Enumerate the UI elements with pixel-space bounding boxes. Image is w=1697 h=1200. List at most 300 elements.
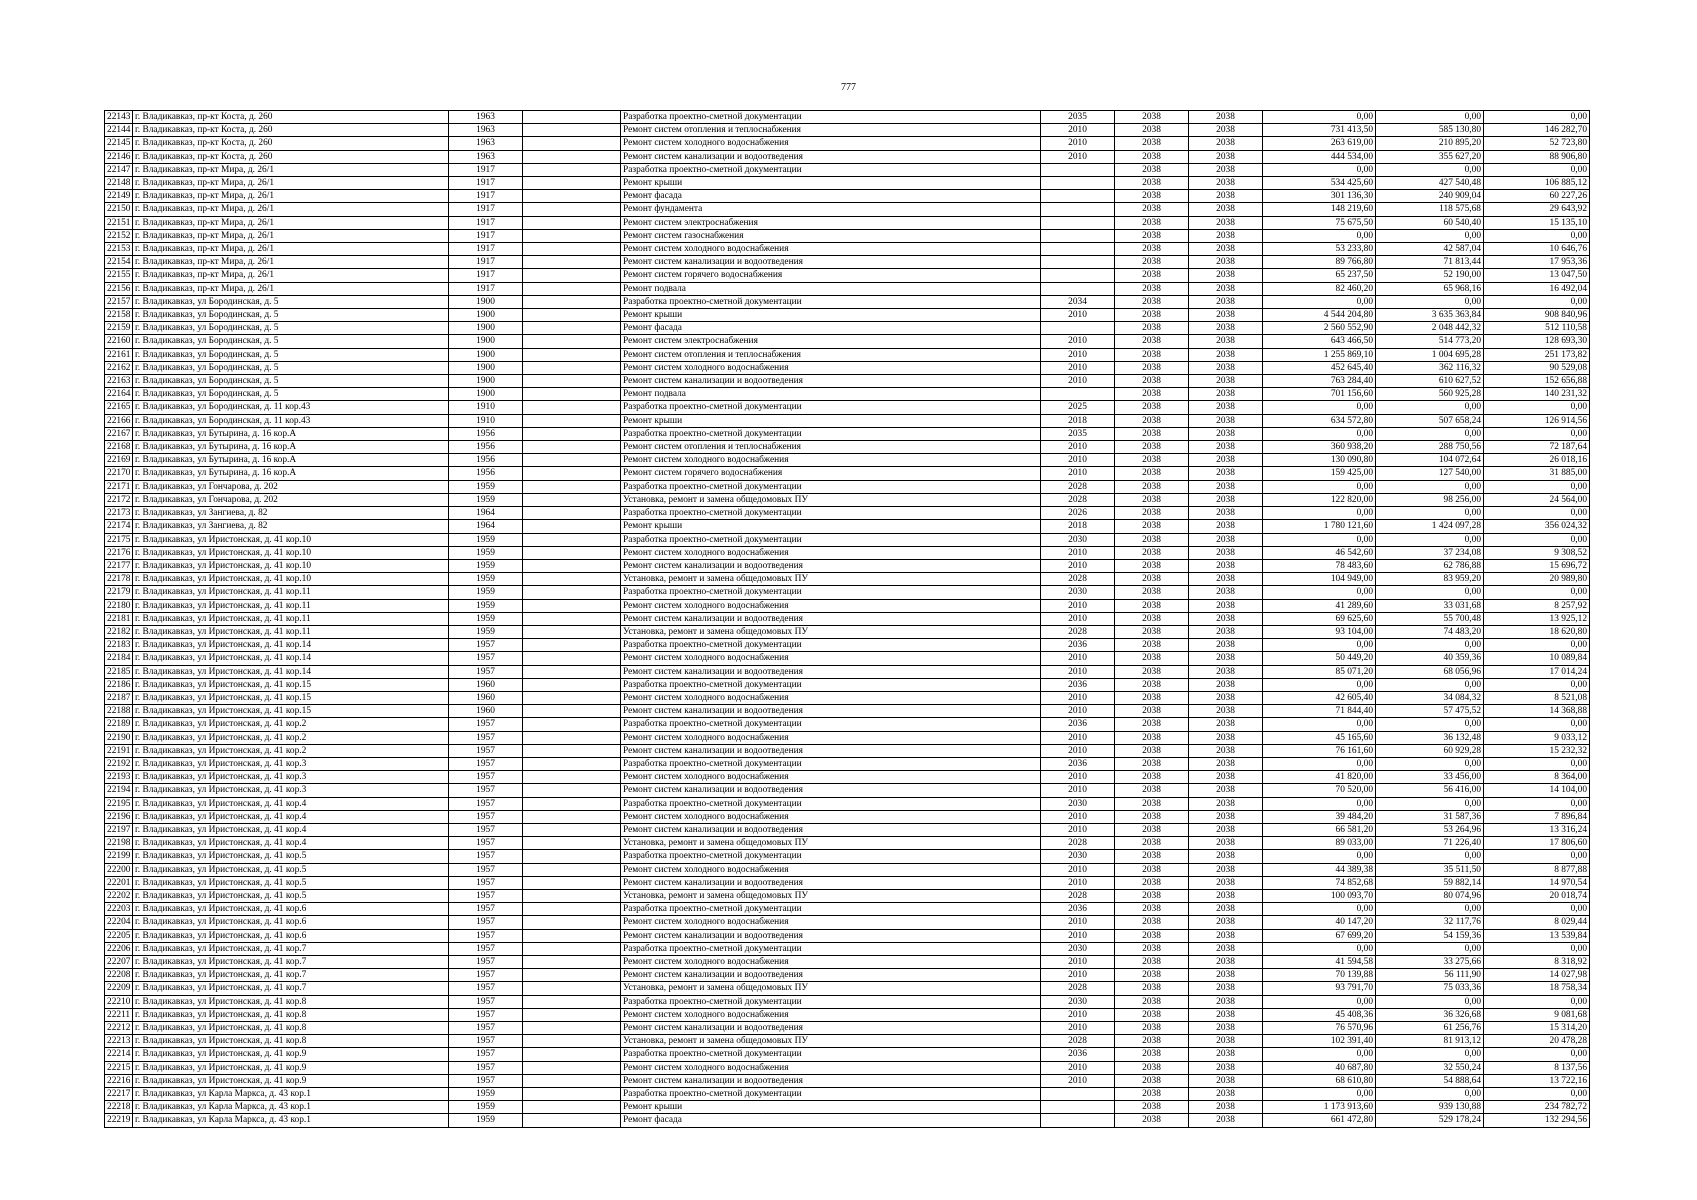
fund-cost-cell: 80 074,96 (1376, 889, 1484, 902)
table-row (105, 361, 1590, 374)
total-cost-cell: 122 820,00 (1263, 493, 1376, 506)
fund-cost-cell: 104 072,64 (1376, 454, 1484, 467)
extra-cell (523, 889, 621, 902)
table-row (105, 1088, 1590, 1101)
address-cell: г. Владикавказ, ул Иристонская, д. 41 кор.3 (133, 784, 449, 797)
total-cost-cell: 74 852,68 (1263, 876, 1376, 889)
build-year-cell: 1900 (449, 295, 523, 308)
work-type-cell: Ремонт систем канализации и водоотведения (621, 929, 1041, 942)
plan-end-year-cell: 2038 (1189, 441, 1263, 454)
address-cell: г. Владикавказ, ул Иристонская, д. 41 кор.14 (133, 665, 449, 678)
plan-end-year-cell: 2038 (1189, 639, 1263, 652)
address-cell: г. Владикавказ, ул Иристонская, д. 41 кор.9 (133, 1048, 449, 1061)
table-row (105, 163, 1590, 176)
plan-start-year-cell: 2038 (1115, 190, 1189, 203)
extra-cell (523, 520, 621, 533)
fund-cost-cell: 74 483,20 (1376, 625, 1484, 638)
table-row (105, 203, 1590, 216)
row-number: 22149 (105, 190, 133, 203)
address-cell: г. Владикавказ, ул Гончарова, д. 202 (133, 493, 449, 506)
last-repair-year-cell: 2010 (1041, 705, 1115, 718)
fund-cost-cell: 210 895,20 (1376, 137, 1484, 150)
build-year-cell: 1957 (449, 982, 523, 995)
row-number: 22150 (105, 203, 133, 216)
plan-start-year-cell: 2038 (1115, 507, 1189, 520)
build-year-cell: 1960 (449, 691, 523, 704)
build-year-cell: 1957 (449, 797, 523, 810)
fund-cost-cell: 0,00 (1376, 111, 1484, 124)
work-type-cell: Ремонт фундамента (621, 203, 1041, 216)
fund-cost-cell: 529 178,24 (1376, 1114, 1484, 1127)
address-cell: г. Владикавказ, ул Иристонская, д. 41 кор.11 (133, 586, 449, 599)
plan-start-year-cell: 2038 (1115, 1022, 1189, 1035)
build-year-cell: 1956 (449, 454, 523, 467)
table-row (105, 546, 1590, 559)
extra-cell (523, 256, 621, 269)
build-year-cell: 1957 (449, 665, 523, 678)
fund-cost-cell: 36 326,68 (1376, 1008, 1484, 1021)
work-type-cell: Ремонт систем холодного водоснабжения (621, 599, 1041, 612)
last-repair-year-cell: 2010 (1041, 335, 1115, 348)
plan-start-year-cell: 2038 (1115, 691, 1189, 704)
extra-cell (523, 995, 621, 1008)
work-type-cell: Ремонт крыши (621, 1101, 1041, 1114)
address-cell: г. Владикавказ, ул Иристонская, д. 41 кор.2 (133, 731, 449, 744)
total-cost-cell: 89 033,00 (1263, 837, 1376, 850)
build-year-cell: 1963 (449, 111, 523, 124)
table-row (105, 1061, 1590, 1074)
fund-cost-cell: 37 234,08 (1376, 546, 1484, 559)
build-year-cell: 1957 (449, 652, 523, 665)
work-type-cell: Разработка проектно-сметной документации (621, 427, 1041, 440)
plan-end-year-cell: 2038 (1189, 625, 1263, 638)
plan-end-year-cell: 2038 (1189, 612, 1263, 625)
row-number: 22196 (105, 810, 133, 823)
table-row (105, 467, 1590, 480)
last-repair-year-cell: 2010 (1041, 1061, 1115, 1074)
owner-cost-cell: 152 656,88 (1484, 375, 1590, 388)
fund-cost-cell: 514 773,20 (1376, 335, 1484, 348)
row-number: 22184 (105, 652, 133, 665)
build-year-cell: 1900 (449, 335, 523, 348)
build-year-cell: 1959 (449, 573, 523, 586)
build-year-cell: 1959 (449, 480, 523, 493)
plan-end-year-cell: 2038 (1189, 361, 1263, 374)
last-repair-year-cell: 2010 (1041, 916, 1115, 929)
plan-end-year-cell: 2038 (1189, 190, 1263, 203)
table-row (105, 784, 1590, 797)
address-cell: г. Владикавказ, ул Иристонская, д. 41 кор.5 (133, 863, 449, 876)
extra-cell (523, 269, 621, 282)
row-number: 22176 (105, 546, 133, 559)
owner-cost-cell: 10 646,76 (1484, 243, 1590, 256)
last-repair-year-cell (1041, 388, 1115, 401)
row-number: 22195 (105, 797, 133, 810)
table-row (105, 1022, 1590, 1035)
last-repair-year-cell: 2028 (1041, 480, 1115, 493)
build-year-cell: 1957 (449, 1022, 523, 1035)
extra-cell (523, 771, 621, 784)
extra-cell (523, 414, 621, 427)
owner-cost-cell: 20 989,80 (1484, 573, 1590, 586)
row-number: 22204 (105, 916, 133, 929)
fund-cost-cell: 1 004 695,28 (1376, 348, 1484, 361)
address-cell: г. Владикавказ, ул Иристонская, д. 41 кор.6 (133, 929, 449, 942)
address-cell: г. Владикавказ, ул Иристонская, д. 41 кор.11 (133, 625, 449, 638)
build-year-cell: 1957 (449, 784, 523, 797)
extra-cell (523, 625, 621, 638)
work-type-cell: Разработка проектно-сметной документации (621, 111, 1041, 124)
fund-cost-cell: 3 635 363,84 (1376, 309, 1484, 322)
plan-start-year-cell: 2038 (1115, 863, 1189, 876)
table-row (105, 929, 1590, 942)
address-cell: г. Владикавказ, ул Иристонская, д. 41 кор.10 (133, 533, 449, 546)
last-repair-year-cell: 2010 (1041, 467, 1115, 480)
extra-cell (523, 163, 621, 176)
total-cost-cell: 301 136,30 (1263, 190, 1376, 203)
extra-cell (523, 150, 621, 163)
last-repair-year-cell: 2010 (1041, 1008, 1115, 1021)
address-cell: г. Владикавказ, ул Иристонская, д. 41 кор.8 (133, 995, 449, 1008)
plan-start-year-cell: 2038 (1115, 889, 1189, 902)
extra-cell (523, 546, 621, 559)
total-cost-cell: 2 560 552,90 (1263, 322, 1376, 335)
work-type-cell: Ремонт систем холодного водоснабжения (621, 691, 1041, 704)
owner-cost-cell: 0,00 (1484, 639, 1590, 652)
address-cell: г. Владикавказ, ул Иристонская, д. 41 кор.10 (133, 559, 449, 572)
owner-cost-cell: 9 308,52 (1484, 546, 1590, 559)
build-year-cell: 1957 (449, 810, 523, 823)
fund-cost-cell: 68 056,96 (1376, 665, 1484, 678)
address-cell: г. Владикавказ, пр-кт Мира, д. 26/1 (133, 269, 449, 282)
last-repair-year-cell (1041, 229, 1115, 242)
plan-start-year-cell: 2038 (1115, 1061, 1189, 1074)
last-repair-year-cell: 2010 (1041, 124, 1115, 137)
build-year-cell: 1959 (449, 599, 523, 612)
plan-start-year-cell: 2038 (1115, 229, 1189, 242)
total-cost-cell: 41 820,00 (1263, 771, 1376, 784)
row-number: 22186 (105, 678, 133, 691)
total-cost-cell: 130 090,80 (1263, 454, 1376, 467)
row-number: 22167 (105, 427, 133, 440)
fund-cost-cell: 0,00 (1376, 850, 1484, 863)
row-number: 22154 (105, 256, 133, 269)
table-row (105, 903, 1590, 916)
table-row (105, 718, 1590, 731)
row-number: 22162 (105, 361, 133, 374)
plan-end-year-cell: 2038 (1189, 665, 1263, 678)
plan-end-year-cell: 2038 (1189, 546, 1263, 559)
last-repair-year-cell: 2010 (1041, 375, 1115, 388)
row-number: 22156 (105, 282, 133, 295)
fund-cost-cell: 60 540,40 (1376, 216, 1484, 229)
address-cell: г. Владикавказ, ул Бутырина, д. 16 кор.А (133, 454, 449, 467)
address-cell: г. Владикавказ, пр-кт Коста, д. 260 (133, 150, 449, 163)
owner-cost-cell: 17 806,60 (1484, 837, 1590, 850)
plan-end-year-cell: 2038 (1189, 995, 1263, 1008)
work-type-cell: Ремонт систем холодного водоснабжения (621, 810, 1041, 823)
extra-cell (523, 1008, 621, 1021)
work-type-cell: Ремонт систем канализации и водоотведения (621, 256, 1041, 269)
address-cell: г. Владикавказ, ул Бородинская, д. 5 (133, 348, 449, 361)
address-cell: г. Владикавказ, ул Зангиева, д. 82 (133, 520, 449, 533)
address-cell: г. Владикавказ, ул Бородинская, д. 5 (133, 388, 449, 401)
last-repair-year-cell: 2010 (1041, 599, 1115, 612)
table-row (105, 705, 1590, 718)
table-row (105, 876, 1590, 889)
plan-end-year-cell: 2038 (1189, 520, 1263, 533)
total-cost-cell: 70 520,00 (1263, 784, 1376, 797)
table-row (105, 916, 1590, 929)
extra-cell (523, 388, 621, 401)
fund-cost-cell: 0,00 (1376, 1088, 1484, 1101)
table-row (105, 375, 1590, 388)
owner-cost-cell: 0,00 (1484, 942, 1590, 955)
work-type-cell: Установка, ремонт и замена общедомовых ПУ (621, 625, 1041, 638)
owner-cost-cell: 14 368,88 (1484, 705, 1590, 718)
plan-start-year-cell: 2038 (1115, 177, 1189, 190)
table-row (105, 1074, 1590, 1087)
total-cost-cell: 643 466,50 (1263, 335, 1376, 348)
extra-cell (523, 111, 621, 124)
extra-cell (523, 493, 621, 506)
last-repair-year-cell: 2010 (1041, 454, 1115, 467)
last-repair-year-cell: 2010 (1041, 665, 1115, 678)
plan-end-year-cell: 2038 (1189, 691, 1263, 704)
address-cell: г. Владикавказ, ул Иристонская, д. 41 кор.2 (133, 744, 449, 757)
plan-start-year-cell: 2038 (1115, 295, 1189, 308)
table-row (105, 309, 1590, 322)
plan-start-year-cell: 2038 (1115, 969, 1189, 982)
table-row (105, 956, 1590, 969)
total-cost-cell: 1 173 913,60 (1263, 1101, 1376, 1114)
total-cost-cell: 0,00 (1263, 163, 1376, 176)
row-number: 22213 (105, 1035, 133, 1048)
row-number: 22171 (105, 480, 133, 493)
fund-cost-cell: 0,00 (1376, 678, 1484, 691)
total-cost-cell: 0,00 (1263, 533, 1376, 546)
owner-cost-cell: 10 089,84 (1484, 652, 1590, 665)
extra-cell (523, 876, 621, 889)
owner-cost-cell: 234 782,72 (1484, 1101, 1590, 1114)
fund-cost-cell: 32 550,24 (1376, 1061, 1484, 1074)
extra-cell (523, 956, 621, 969)
owner-cost-cell: 13 722,16 (1484, 1074, 1590, 1087)
work-type-cell: Ремонт крыши (621, 177, 1041, 190)
work-type-cell: Разработка проектно-сметной документации (621, 507, 1041, 520)
address-cell: г. Владикавказ, ул Иристонская, д. 41 кор.8 (133, 1008, 449, 1021)
row-number: 22155 (105, 269, 133, 282)
table-row (105, 863, 1590, 876)
last-repair-year-cell: 2036 (1041, 678, 1115, 691)
work-type-cell: Разработка проектно-сметной документации (621, 718, 1041, 731)
owner-cost-cell: 146 282,70 (1484, 124, 1590, 137)
last-repair-year-cell: 2034 (1041, 295, 1115, 308)
total-cost-cell: 50 449,20 (1263, 652, 1376, 665)
table-row (105, 771, 1590, 784)
total-cost-cell: 93 791,70 (1263, 982, 1376, 995)
extra-cell (523, 401, 621, 414)
extra-cell (523, 361, 621, 374)
work-type-cell: Ремонт систем холодного водоснабжения (621, 652, 1041, 665)
build-year-cell: 1959 (449, 533, 523, 546)
build-year-cell: 1917 (449, 229, 523, 242)
total-cost-cell: 82 460,20 (1263, 282, 1376, 295)
plan-end-year-cell: 2038 (1189, 942, 1263, 955)
plan-end-year-cell: 2038 (1189, 177, 1263, 190)
extra-cell (523, 322, 621, 335)
plan-end-year-cell: 2038 (1189, 797, 1263, 810)
table-row (105, 995, 1590, 1008)
table-row (105, 612, 1590, 625)
build-year-cell: 1910 (449, 414, 523, 427)
work-type-cell: Ремонт систем канализации и водоотведения (621, 784, 1041, 797)
build-year-cell: 1957 (449, 718, 523, 731)
last-repair-year-cell (1041, 243, 1115, 256)
extra-cell (523, 559, 621, 572)
plan-start-year-cell: 2038 (1115, 757, 1189, 770)
address-cell: г. Владикавказ, ул Иристонская, д. 41 кор.6 (133, 903, 449, 916)
table-row (105, 1101, 1590, 1114)
total-cost-cell: 4 544 204,80 (1263, 309, 1376, 322)
plan-end-year-cell: 2038 (1189, 335, 1263, 348)
work-type-cell: Установка, ремонт и замена общедомовых ПУ (621, 573, 1041, 586)
address-cell: г. Владикавказ, пр-кт Мира, д. 26/1 (133, 256, 449, 269)
build-year-cell: 1956 (449, 427, 523, 440)
table-body (105, 111, 1590, 1128)
row-number: 22219 (105, 1114, 133, 1127)
plan-end-year-cell: 2038 (1189, 216, 1263, 229)
last-repair-year-cell: 2025 (1041, 401, 1115, 414)
last-repair-year-cell: 2030 (1041, 942, 1115, 955)
row-number: 22178 (105, 573, 133, 586)
plan-start-year-cell: 2038 (1115, 744, 1189, 757)
plan-end-year-cell: 2038 (1189, 559, 1263, 572)
row-number: 22203 (105, 903, 133, 916)
extra-cell (523, 612, 621, 625)
row-number: 22202 (105, 889, 133, 902)
owner-cost-cell: 0,00 (1484, 111, 1590, 124)
address-cell: г. Владикавказ, ул Иристонская, д. 41 кор.3 (133, 757, 449, 770)
address-cell: г. Владикавказ, ул Иристонская, д. 41 кор.4 (133, 810, 449, 823)
table-row (105, 982, 1590, 995)
address-cell: г. Владикавказ, ул Иристонская, д. 41 кор.4 (133, 837, 449, 850)
fund-cost-cell: 427 540,48 (1376, 177, 1484, 190)
table-row (105, 837, 1590, 850)
work-type-cell: Ремонт систем холодного водоснабжения (621, 546, 1041, 559)
plan-end-year-cell: 2038 (1189, 823, 1263, 836)
plan-start-year-cell: 2038 (1115, 837, 1189, 850)
last-repair-year-cell (1041, 322, 1115, 335)
plan-start-year-cell: 2038 (1115, 282, 1189, 295)
total-cost-cell: 0,00 (1263, 942, 1376, 955)
row-number: 22146 (105, 150, 133, 163)
fund-cost-cell: 355 627,20 (1376, 150, 1484, 163)
fund-cost-cell: 62 786,88 (1376, 559, 1484, 572)
owner-cost-cell: 13 539,84 (1484, 929, 1590, 942)
plan-start-year-cell: 2038 (1115, 876, 1189, 889)
row-number: 22165 (105, 401, 133, 414)
fund-cost-cell: 507 658,24 (1376, 414, 1484, 427)
plan-end-year-cell: 2038 (1189, 137, 1263, 150)
fund-cost-cell: 98 256,00 (1376, 493, 1484, 506)
last-repair-year-cell: 2010 (1041, 744, 1115, 757)
row-number: 22180 (105, 599, 133, 612)
extra-cell (523, 427, 621, 440)
extra-cell (523, 203, 621, 216)
row-number: 22198 (105, 837, 133, 850)
plan-start-year-cell: 2038 (1115, 414, 1189, 427)
row-number: 22157 (105, 295, 133, 308)
work-type-cell: Ремонт систем холодного водоснабжения (621, 137, 1041, 150)
owner-cost-cell: 17 014,24 (1484, 665, 1590, 678)
plan-start-year-cell: 2038 (1115, 625, 1189, 638)
plan-start-year-cell: 2038 (1115, 137, 1189, 150)
last-repair-year-cell (1041, 163, 1115, 176)
table-row (105, 639, 1590, 652)
address-cell: г. Владикавказ, ул Бородинская, д. 11 кор.43 (133, 414, 449, 427)
fund-cost-cell: 60 929,28 (1376, 744, 1484, 757)
plan-end-year-cell: 2038 (1189, 652, 1263, 665)
plan-end-year-cell: 2038 (1189, 757, 1263, 770)
plan-start-year-cell: 2038 (1115, 784, 1189, 797)
total-cost-cell: 70 139,88 (1263, 969, 1376, 982)
address-cell: г. Владикавказ, ул Иристонская, д. 41 кор.7 (133, 942, 449, 955)
row-number: 22190 (105, 731, 133, 744)
table-row (105, 427, 1590, 440)
row-number: 22175 (105, 533, 133, 546)
extra-cell (523, 480, 621, 493)
plan-start-year-cell: 2038 (1115, 995, 1189, 1008)
plan-end-year-cell: 2038 (1189, 243, 1263, 256)
plan-start-year-cell: 2038 (1115, 559, 1189, 572)
row-number: 22192 (105, 757, 133, 770)
plan-end-year-cell: 2038 (1189, 414, 1263, 427)
last-repair-year-cell: 2010 (1041, 863, 1115, 876)
owner-cost-cell: 9 033,12 (1484, 731, 1590, 744)
plan-end-year-cell: 2038 (1189, 599, 1263, 612)
build-year-cell: 1957 (449, 876, 523, 889)
total-cost-cell: 0,00 (1263, 229, 1376, 242)
extra-cell (523, 335, 621, 348)
capital-repair-table (104, 110, 1590, 1128)
table-row (105, 493, 1590, 506)
fund-cost-cell: 52 190,00 (1376, 269, 1484, 282)
table-row (105, 414, 1590, 427)
build-year-cell: 1900 (449, 322, 523, 335)
total-cost-cell: 66 581,20 (1263, 823, 1376, 836)
extra-cell (523, 810, 621, 823)
owner-cost-cell: 7 896,84 (1484, 810, 1590, 823)
fund-cost-cell: 56 111,90 (1376, 969, 1484, 982)
work-type-cell: Ремонт систем канализации и водоотведения (621, 1074, 1041, 1087)
fund-cost-cell: 118 575,68 (1376, 203, 1484, 216)
last-repair-year-cell: 2036 (1041, 757, 1115, 770)
total-cost-cell: 763 284,40 (1263, 375, 1376, 388)
extra-cell (523, 586, 621, 599)
plan-start-year-cell: 2038 (1115, 652, 1189, 665)
row-number: 22170 (105, 467, 133, 480)
fund-cost-cell: 1 424 097,28 (1376, 520, 1484, 533)
total-cost-cell: 40 687,80 (1263, 1061, 1376, 1074)
last-repair-year-cell: 2010 (1041, 1022, 1115, 1035)
last-repair-year-cell: 2028 (1041, 837, 1115, 850)
plan-end-year-cell: 2038 (1189, 401, 1263, 414)
owner-cost-cell: 16 492,04 (1484, 282, 1590, 295)
address-cell: г. Владикавказ, пр-кт Мира, д. 26/1 (133, 282, 449, 295)
plan-end-year-cell: 2038 (1189, 916, 1263, 929)
build-year-cell: 1957 (449, 823, 523, 836)
